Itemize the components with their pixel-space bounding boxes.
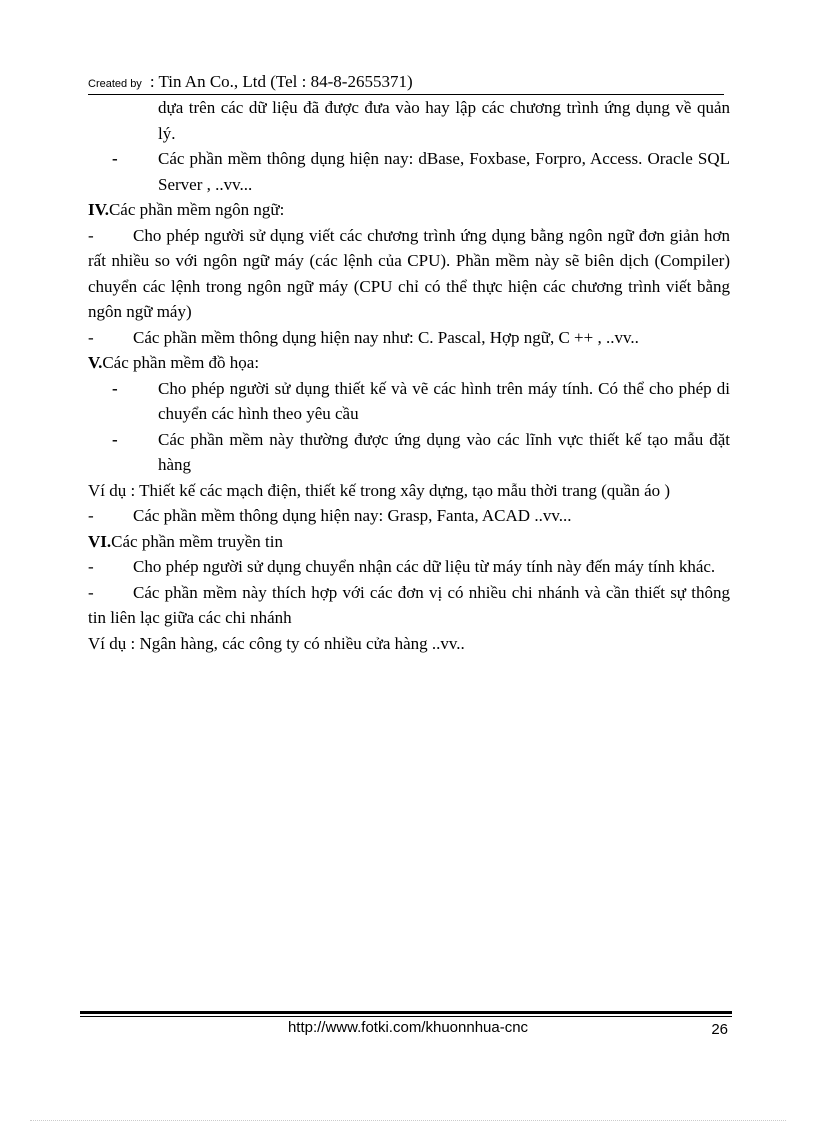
footer-divider-thin [80, 1016, 732, 1017]
bullet-marker: - [112, 149, 118, 168]
section-v-para [88, 503, 730, 529]
bullet-marker: - [112, 378, 118, 398]
section-vi-number: VI. [88, 531, 112, 551]
section-v-bullet-2-text: Các phần mềm này thường được ứng dụng vào các lĩnh vực thiết kế tạo mẫu đặt hàng [158, 429, 730, 474]
dash-marker: - [88, 506, 94, 525]
created-by-label: Created by [88, 78, 142, 90]
dash-marker: - [88, 327, 94, 347]
section-iv-title: Các phần mềm ngôn ngữ: [108, 200, 285, 219]
section-vi-heading [88, 529, 730, 555]
section-vi-para-2-text: Các phần mềm này thích hợp với các đơn vị có nhiều chi nhánh và cần thiết sự thông tin liên lạc giữa các chi nhánh [88, 582, 730, 627]
section-iv-para-2 [88, 325, 730, 351]
section-vi-para-1-text: Cho phép người sử dụng chuyển nhận các dữ liệu từ máy tính này đến máy tính khác. [133, 557, 716, 576]
section-v-example: Ví dụ : Thiết kế các mạch điện, thiết kế trong xây dựng, tạo mẫu thời trang (quần áo ) [88, 480, 671, 500]
section-iv-para-1-text: Cho phép người sử dụng viết các chương trình ứng dụng bằng ngôn ngữ đơn giản hơn rất nhiều so với ngôn ngữ máy (các lệnh của CPU). Phần mềm này sẽ biên dịch (Compiler) chuyển các lệnh trong ngôn ngữ máy (CPU chỉ có thể thực hiện các chương trình viết bằng ngôn ngữ máy) [88, 225, 730, 321]
document-body [88, 95, 730, 656]
section-iv-para-1 [88, 223, 730, 325]
bullet-marker: - [112, 429, 118, 449]
intro-continuation-text: dựa trên các dữ liệu đã được đưa vào hay lập các chương trình ứng dụng về quản lý. [158, 98, 730, 143]
section-v-bullet-1-text: Cho phép người sử dụng thiết kế và vẽ các hình trên máy tính. Có thể cho phép di chuyển các hình theo yêu cầu [158, 378, 730, 423]
dash-marker: - [88, 225, 94, 245]
section-vi-example: Ví dụ : Ngân hàng, các công ty có nhiều cửa hàng ..vv.. [88, 633, 465, 653]
footer-divider [80, 1011, 732, 1017]
dash-marker: - [88, 582, 94, 602]
footer-url: http://www.fotki.com/khuonnhua-cnc [287, 1019, 529, 1036]
section-vi-title: Các phần mềm truyền tin [111, 531, 283, 551]
section-v-bullet-1 [88, 376, 730, 427]
section-v-heading [88, 350, 730, 376]
intro-continuation [88, 95, 730, 146]
section-iv-para-2-text: Các phần mềm thông dụng hiện nay như: C. Pascal, Hợp ngữ, C ++ , ..vv.. [133, 327, 639, 347]
section-v-title: Các phần mềm đồ họa: [102, 353, 260, 372]
dash-marker: - [88, 557, 94, 576]
footer-divider-thick [80, 1011, 732, 1014]
section-v-para-text: Các phần mềm thông dụng hiện nay: Grasp, Fanta, ACAD ..vv... [133, 506, 572, 525]
section-v-number: V. [88, 353, 103, 372]
section-vi-para-1 [88, 554, 730, 580]
page-bottom-border [30, 1120, 786, 1121]
intro-bullet-text: Các phần mềm thông dụng hiện nay: dBase, Foxbase, Forpro, Access. Oracle SQL Server , ..vv... [158, 149, 730, 194]
section-v-bullet-2 [88, 427, 730, 478]
page-header [88, 72, 724, 95]
intro-bullet [88, 146, 730, 197]
section-iv-heading [88, 197, 730, 223]
section-vi-para-2 [88, 580, 730, 631]
section-iv-number: IV. [88, 200, 109, 219]
company-info: : Tin An Co., Ltd (Tel : 84-8-2655371) [149, 72, 413, 91]
page-number: 26 [711, 1021, 728, 1038]
